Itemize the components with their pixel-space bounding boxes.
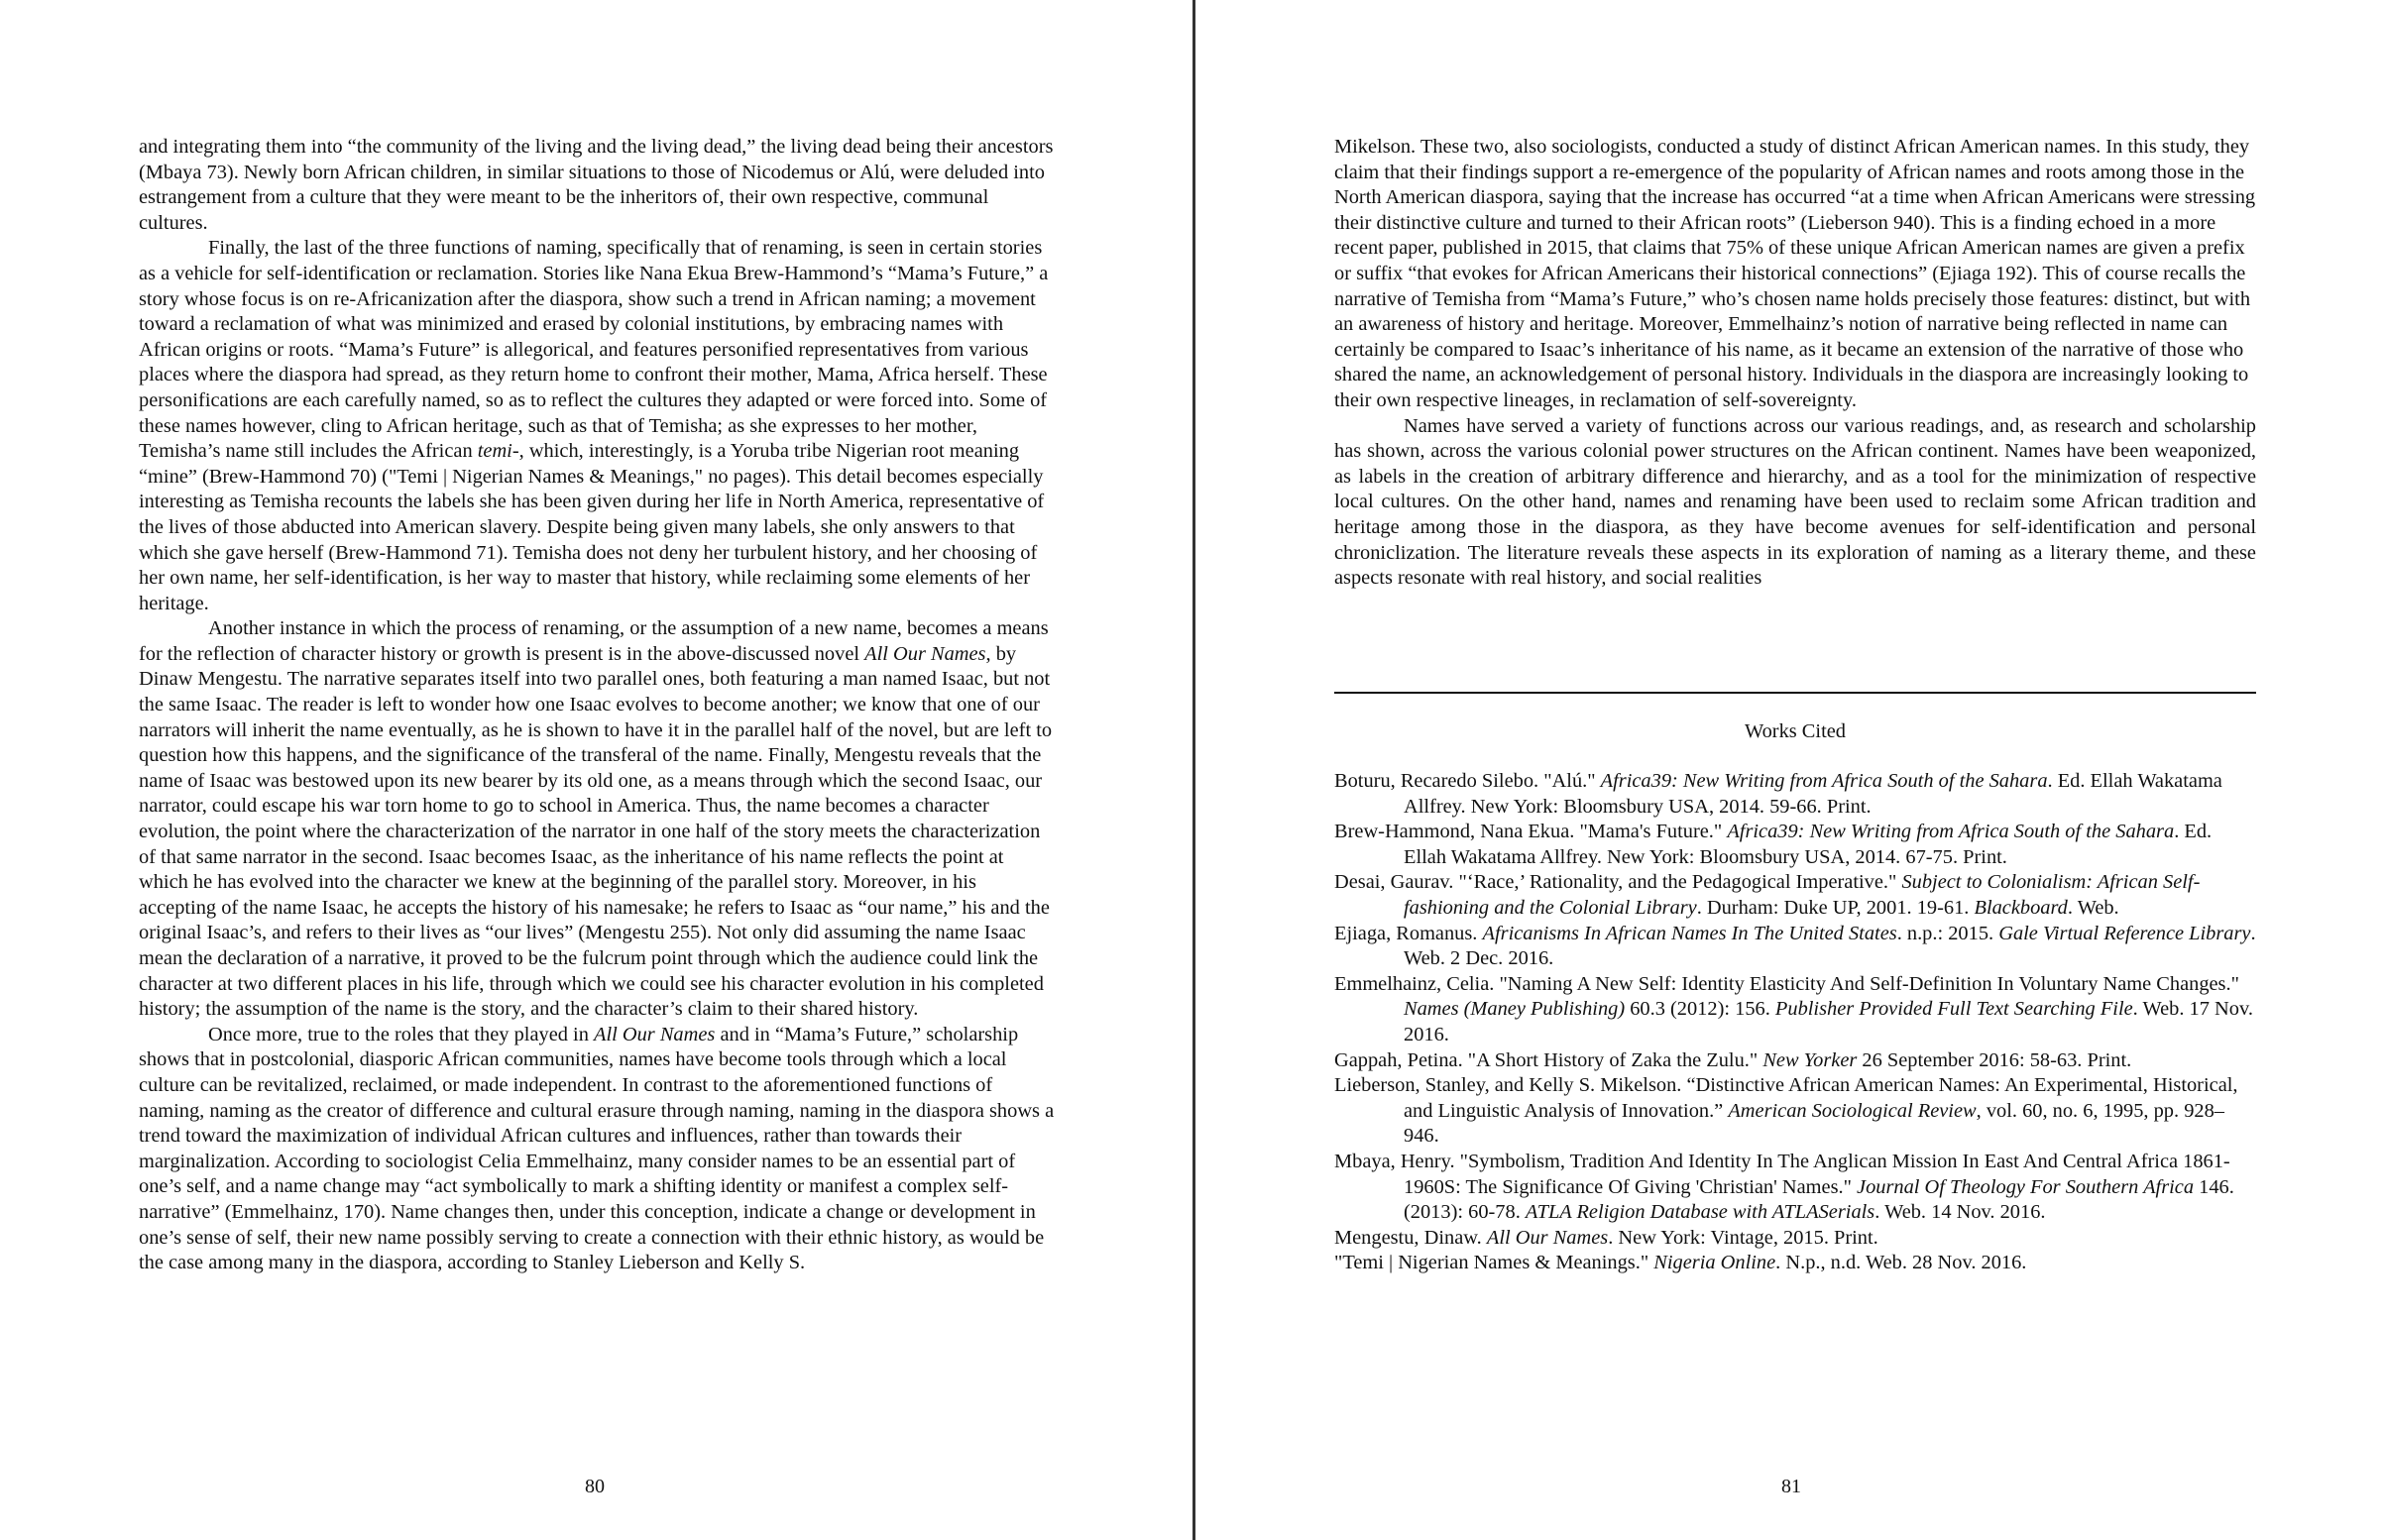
text-run: Emmelhainz, Celia. "Naming A New Self: Identity Elasticity And Self-Definition In Voluntary Name Changes." — [1334, 972, 2239, 995]
text-run: Gappah, Petina. "A Short History of Zaka the Zulu." — [1334, 1048, 1763, 1071]
text-run: . Web. 17 Nov. 2016. — [1404, 998, 2253, 1045]
works-cited-entry — [1334, 1251, 2256, 1276]
italic-text-run: Africa39: New Writing from Africa South of the Sahara — [1600, 770, 2048, 792]
text-run: and integrating them into “the community of the living and the living dead,” the living dead being their ancestors (Mbaya 73). Newly born African children, in similar situations to those of Nicodemus or Alú, were deluded into estrangement from a culture that they were meant to be the inheritors of, their own respective, communal cultures. — [139, 136, 1054, 234]
italic-text-run: Blackboard — [1974, 896, 2068, 919]
right-page-body — [1334, 135, 2256, 592]
left-page-body — [139, 135, 1056, 1276]
text-run: . n.p.: 2015. — [1896, 922, 1999, 944]
italic-text-run: Names (Maney Publishing) — [1404, 998, 1626, 1021]
italic-text-run: Journal Of Theology For Southern Africa — [1857, 1175, 2195, 1198]
body-paragraph — [1334, 414, 2256, 592]
body-paragraph — [139, 1023, 1056, 1276]
italic-text-run: temi- — [477, 440, 519, 463]
page-number-right: 81 — [1781, 1476, 1801, 1497]
text-run: Mikelson. These two, also sociologists, conducted a study of distinct African American names. In this study, they claim that their findings support a re-emergence of the popularity of African names and roots among those in the North American diaspora, saying that the increase has occurred “at a time when African Americans were stressing their distinctive culture and turned to their African roots” (Lieberson 940). This is a finding echoed in a more recent paper, published in 2015, that claims that 75% of these unique African American names are given a prefix or suffix “that evokes for African Americans their historical connections” (Ejiaga 192). This of course recalls the narrative of Temisha from “Mama’s Future,” who’s chosen name holds precisely those features: distinct, but with an awareness of history and heritage. Moreover, Emmelhainz’s notion of narrative being reflected in name can certainly be compared to Isaac’s inheritance of his name, as it became an extension of the narrative of those who shared the name, an acknowledgement of personal history. Individuals in the diaspora are increasingly looking to their own respective lineages, in reclamation of self-sovereignty. — [1334, 136, 2256, 411]
works-cited-entry — [1334, 1226, 2256, 1252]
text-run: Boturu, Recaredo Silebo. "Alú." — [1334, 770, 1601, 792]
text-run: 146.(2013): 60-78. — [1404, 1175, 2234, 1224]
works-cited-entry — [1334, 972, 2256, 1048]
text-run: Desai, Gaurav. "‘Race,’ Rationality, and the Pedagogical Imperative." — [1334, 871, 1902, 894]
italic-text-run: American Sociological Review — [1728, 1099, 1977, 1122]
body-paragraph — [1334, 135, 2256, 414]
works-cited-entry — [1334, 1073, 2256, 1150]
italic-text-run: New Yorker — [1762, 1048, 1858, 1071]
works-cited-entry — [1334, 1150, 2256, 1226]
text-run: , by Dinaw Mengestu. The narrative separates itself into two parallel ones, both featuring a man named Isaac, but not the same Isaac. The reader is left to wonder how one Isaac evolves to become another; we know that one of our narrators will inherit the name eventually, as he is shown to have it in the parallel half of the novel, but are left to question how this happens, and the significance of the transferal of the name. Finally, Mengestu reveals that the name of Isaac was bestowed upon its new bearer by its old one, as a means through which the second Isaac, our narrator, could escape his war torn home to go to school in America. Thus, the name becomes a character evolution, the point where the characterization of the narrator in one half of the story meets the characterization of that same narrator in the second. Isaac becomes Isaac, as the inheritance of his name reflects the point at which he has evolved into the character we knew at the beginning of the parallel story. Moreover, in his accepting of the name Isaac, he accepts the history of his namesake; he refers to Isaac as “our name,” his and the original Isaac’s, and refers to their lives as “our lives” (Mengestu 255). Not only did assuming the name Isaac mean the declaration of a narrative, it proved to be the fulcrum point through which the audience could link the character at two different places in his life, through which we could see his character evolution in his completed history; the assumption of the name is the story, and the character’s claim to their shared history. — [139, 642, 1053, 1021]
italic-text-run: Subject to Colonialism: African Self-fashioning and the Colonial Library — [1404, 871, 2201, 919]
italic-text-run: Africanisms In African Names In The United States — [1482, 922, 1897, 944]
text-run: . Ed. Ellah Wakatama Allfrey. New York: Bloomsbury USA, 2014. 59-66. Print. — [1404, 770, 2222, 818]
works-cited-list — [1334, 769, 2256, 1276]
italic-text-run: All Our Names — [864, 642, 986, 665]
works-cited-entry — [1334, 1048, 2256, 1074]
text-run: Names have served a variety of functions across our various readings, and, as research and scholarship has shown, across the various colonial power structures on the African continent. Names have been weaponized, as labels in the creation of arbitrary difference and hierarchy, and as a tool for the minimization of respective local cultures. On the other hand, names and renaming have been used to reclaim some African tradition and heritage among those in the diaspora, as they have become avenues for self-identification and personal chroniclization. The literature reveals these aspects in its exploration of naming as a literary theme, and these aspects resonate with real history, and social realities — [1334, 414, 2256, 590]
works-cited-entry — [1334, 820, 2256, 870]
right-page — [1195, 0, 2385, 1540]
text-run: Lieberson, Stanley, and Kelly S. Mikelson. “Distinctive African American Names: An Experimental, Historical, and Linguistic Analysis of Innovation.” — [1334, 1074, 2238, 1122]
text-run: Finally, the last of the three functions of naming, specifically that of renaming, is seen in certain stories as a vehicle for self-identification or reclamation. Stories like Nana Ekua Brew-Hammond’s “Mama’s Future,” a story whose focus is on re-Africanization after the diaspora, show such a trend in African naming; a movement toward a reclamation of what was minimized and erased by colonial institutions, by embracing names with African origins or roots. “Mama’s Future” is allegorical, and features personified representatives from various places where the diaspora had spread, as they return home to confront their mother, Mama, Africa herself. These personifications are each carefully named, so as to reflect the cultures they adapted or were forced into. Some of these names however, cling to African heritage, such as that of Temisha; as she expresses to her mother, Temisha’s name still includes the African — [139, 237, 1049, 463]
text-run: Mengestu, Dinaw. — [1334, 1226, 1487, 1249]
italic-text-run: Publisher Provided Full Text Searching File — [1774, 998, 2133, 1021]
italic-text-run: All Our Names — [594, 1023, 716, 1045]
text-run: "Temi | Nigerian Names & Meanings." — [1334, 1252, 1654, 1274]
body-paragraph — [139, 236, 1056, 616]
text-run: . Web. 2 Dec. 2016. — [1404, 922, 2256, 970]
works-cited-entry — [1334, 870, 2256, 921]
text-run: . Durham: Duke UP, 2001. 19-61. — [1696, 896, 1975, 919]
text-run: . N.p., n.d. Web. 28 Nov. 2016. — [1775, 1252, 2027, 1274]
italic-text-run: Nigeria Online — [1653, 1252, 1776, 1274]
text-run: , which, interestingly, is a Yoruba tribe Nigerian root meaning “mine” (Brew-Hammond 70) ("Temi | Nigerian Names & Meanings," no pages). This detail becomes especially interesting as Temisha recounts the labels she has been given during her life in North America, representative of the lives of those abducted into American slavery. Despite being given many labels, she only answers to that which she gave herself (Brew-Hammond 71). Temisha does not deny her turbulent history, and her choosing of her own name, her self-identification, is her way to master that history, while reclaiming some elements of her heritage. — [139, 440, 1045, 614]
text-run: 26 September 2016: 58-63. Print. — [1857, 1048, 2132, 1071]
body-paragraph — [139, 616, 1056, 1023]
text-run: Ejiaga, Romanus. — [1334, 922, 1483, 944]
italic-text-run: All Our Names — [1486, 1226, 1609, 1249]
italic-text-run: Gale Virtual Reference Library — [1998, 922, 2251, 944]
works-cited-entry — [1334, 922, 2256, 972]
text-run: Mbaya, Henry. "Symbolism, Tradition And Identity In The Anglican Mission In East And Central Africa 1861-1960S: The Significance Of Giving 'Christian' Names." — [1334, 1150, 2230, 1198]
text-run: . New York: Vintage, 2015. Print. — [1608, 1226, 1878, 1249]
works-cited-heading: Works Cited — [1744, 720, 1846, 742]
italic-text-run: ATLA Religion Database with ATLASerials — [1525, 1201, 1875, 1224]
text-run: Once more, true to the roles that they played in — [208, 1023, 594, 1045]
works-cited-entry — [1334, 769, 2256, 820]
text-run: , vol. 60, no. 6, 1995, pp. 928–946. — [1404, 1099, 2224, 1148]
left-page — [0, 0, 1192, 1540]
text-run: . Ed. Ellah Wakatama Allfrey. New York: Bloomsbury USA, 2014. 67-75. Print. — [1404, 821, 2213, 868]
body-paragraph — [139, 135, 1056, 236]
italic-text-run: Africa39: New Writing from Africa South of the Sahara — [1727, 821, 2175, 843]
text-run: and in “Mama’s Future,” scholarship shows that in postcolonial, diasporic African communities, names have become tools through which a local culture can be revitalized, reclaimed, or made independent. In contrast to the aforementioned functions of naming, naming as the creator of difference and cultural erasure through naming, naming in the diaspora shows a trend toward the maximization of individual African cultures and influences, rather than towards their marginalization. According to sociologist Celia Emmelhainz, many consider names to be an essential part of one’s self, and a name change may “act symbolically to mark a shifting identity or manifest a complex self-narrative” (Emmelhainz, 170). Name changes then, under this conception, indicate a change or development in one’s sense of self, their new name possibly serving to create a connection with their ethnic history, as would be the case among many in the diaspora, according to Stanley Lieberson and Kelly S. — [139, 1023, 1055, 1274]
page-number-left: 80 — [585, 1476, 605, 1497]
text-run: . Web. 14 Nov. 2016. — [1874, 1201, 2046, 1224]
section-rule — [1334, 692, 2256, 694]
text-run: Another instance in which the process of renaming, or the assumption of a new name, becomes a means for the reflection of character history or growth is present is in the above-discussed novel — [139, 617, 1049, 665]
text-run: 60.3 (2012): 156. — [1625, 998, 1775, 1021]
text-run: . Web. — [2067, 896, 2119, 919]
text-run: Brew-Hammond, Nana Ekua. "Mama's Future." — [1334, 821, 1728, 843]
